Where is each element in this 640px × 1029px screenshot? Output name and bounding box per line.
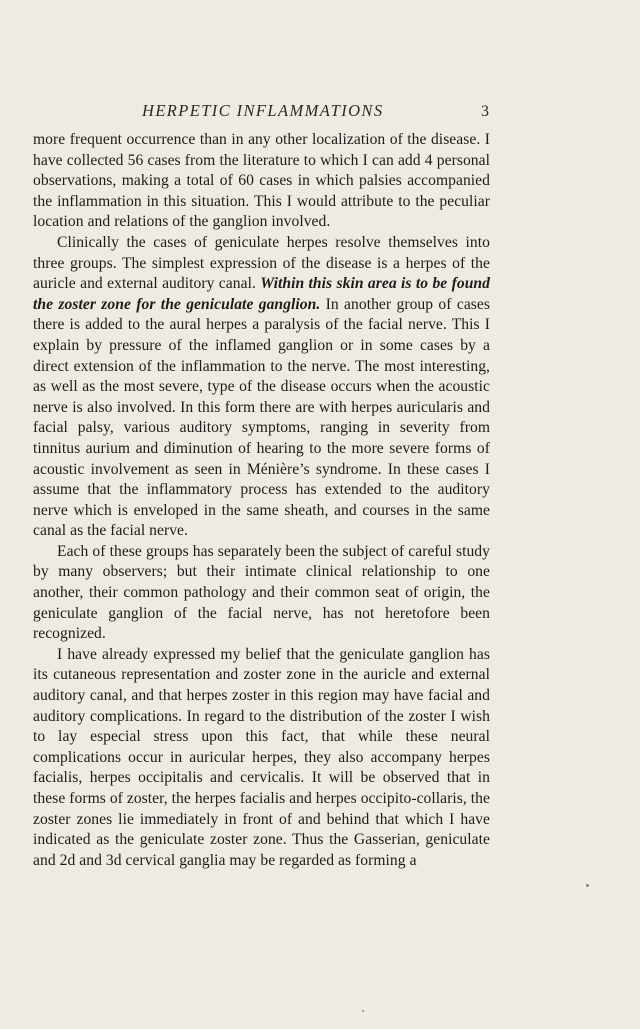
- emphasized-text: Within this skin area is to be found the zoster zone for the geniculate ganglion.: [33, 275, 490, 313]
- page-number: 3: [481, 103, 489, 120]
- paragraph-text: Clinically the cases of geniculate herpes resolve themselves into three groups. The simplest expression of the disease is a herpes of the auricle and external auditory canal.: [33, 233, 490, 293]
- paragraph-text: In another group of cases there is added to the aural herpes a paralysis of the facial nerve. This I explain by pressure of the inflamed ganglion or in some cases by a direct extension of the inflammation to the nerve. The most interesting, as well as the most severe, type of the disease occurs when the acoustic nerve is also involved. In this form there are with herpes auricularis and facial palsy, various auditory symptoms, ranging in severity from tinnitus aurium and diminution of hearing to the more severe forms of acoustic involvement as seen in Ménière’s syndrome. In these cases I assume that the inflammatory process has extended to the auditory nerve which is enveloped in the same sheath, and courses in the same canal as the facial nerve.: [33, 295, 491, 540]
- body-text: [33, 130, 490, 871]
- paragraph-observers: Each of these groups has separately been the subject of careful study by many observers; but their intimate clinical relationship to one another, their common pathology and their common seat of origin, the geniculate ganglion of the facial nerve, has not heretofore been recognized.: [33, 542, 490, 643]
- paper-speck: [362, 1010, 364, 1012]
- paragraph-zoster-zone: I have already expressed my belief that the geniculate ganglion has its cutaneous representation and zoster zone in the auricle and external auditory canal, and that herpes zoster in this region may have facial and auditory complications. In regard to the distribution of the zoster I wish to lay especial stress upon this fact, that while these neural complications occur in auricular herpes, they also accompany herpes facialis, herpes occipitalis and cervicalis. It will be observed that in these forms of zoster, the herpes facialis and herpes occipito-collaris, the zoster zones lie immediately in front of and behind that which I have indicated as the geniculate zoster zone. Thus the Gasserian, geniculate and 2d and 3d cervical ganglia may be regarded as forming a: [33, 645, 490, 869]
- paper-speck: [586, 884, 589, 887]
- paragraph-continued: more frequent occurrence than in any other localization of the disease. I have collected 56 cases from the literature to which I can add 4 personal observations, making a total of 60 cases in which palsies accompanied the inflammation in this situation. This I would attribute to the peculiar location and relations of the ganglion involved.: [33, 131, 490, 231]
- paragraph-clinical-groups: [33, 233, 490, 542]
- running-head: HERPETIC INFLAMMATIONS: [142, 101, 384, 120]
